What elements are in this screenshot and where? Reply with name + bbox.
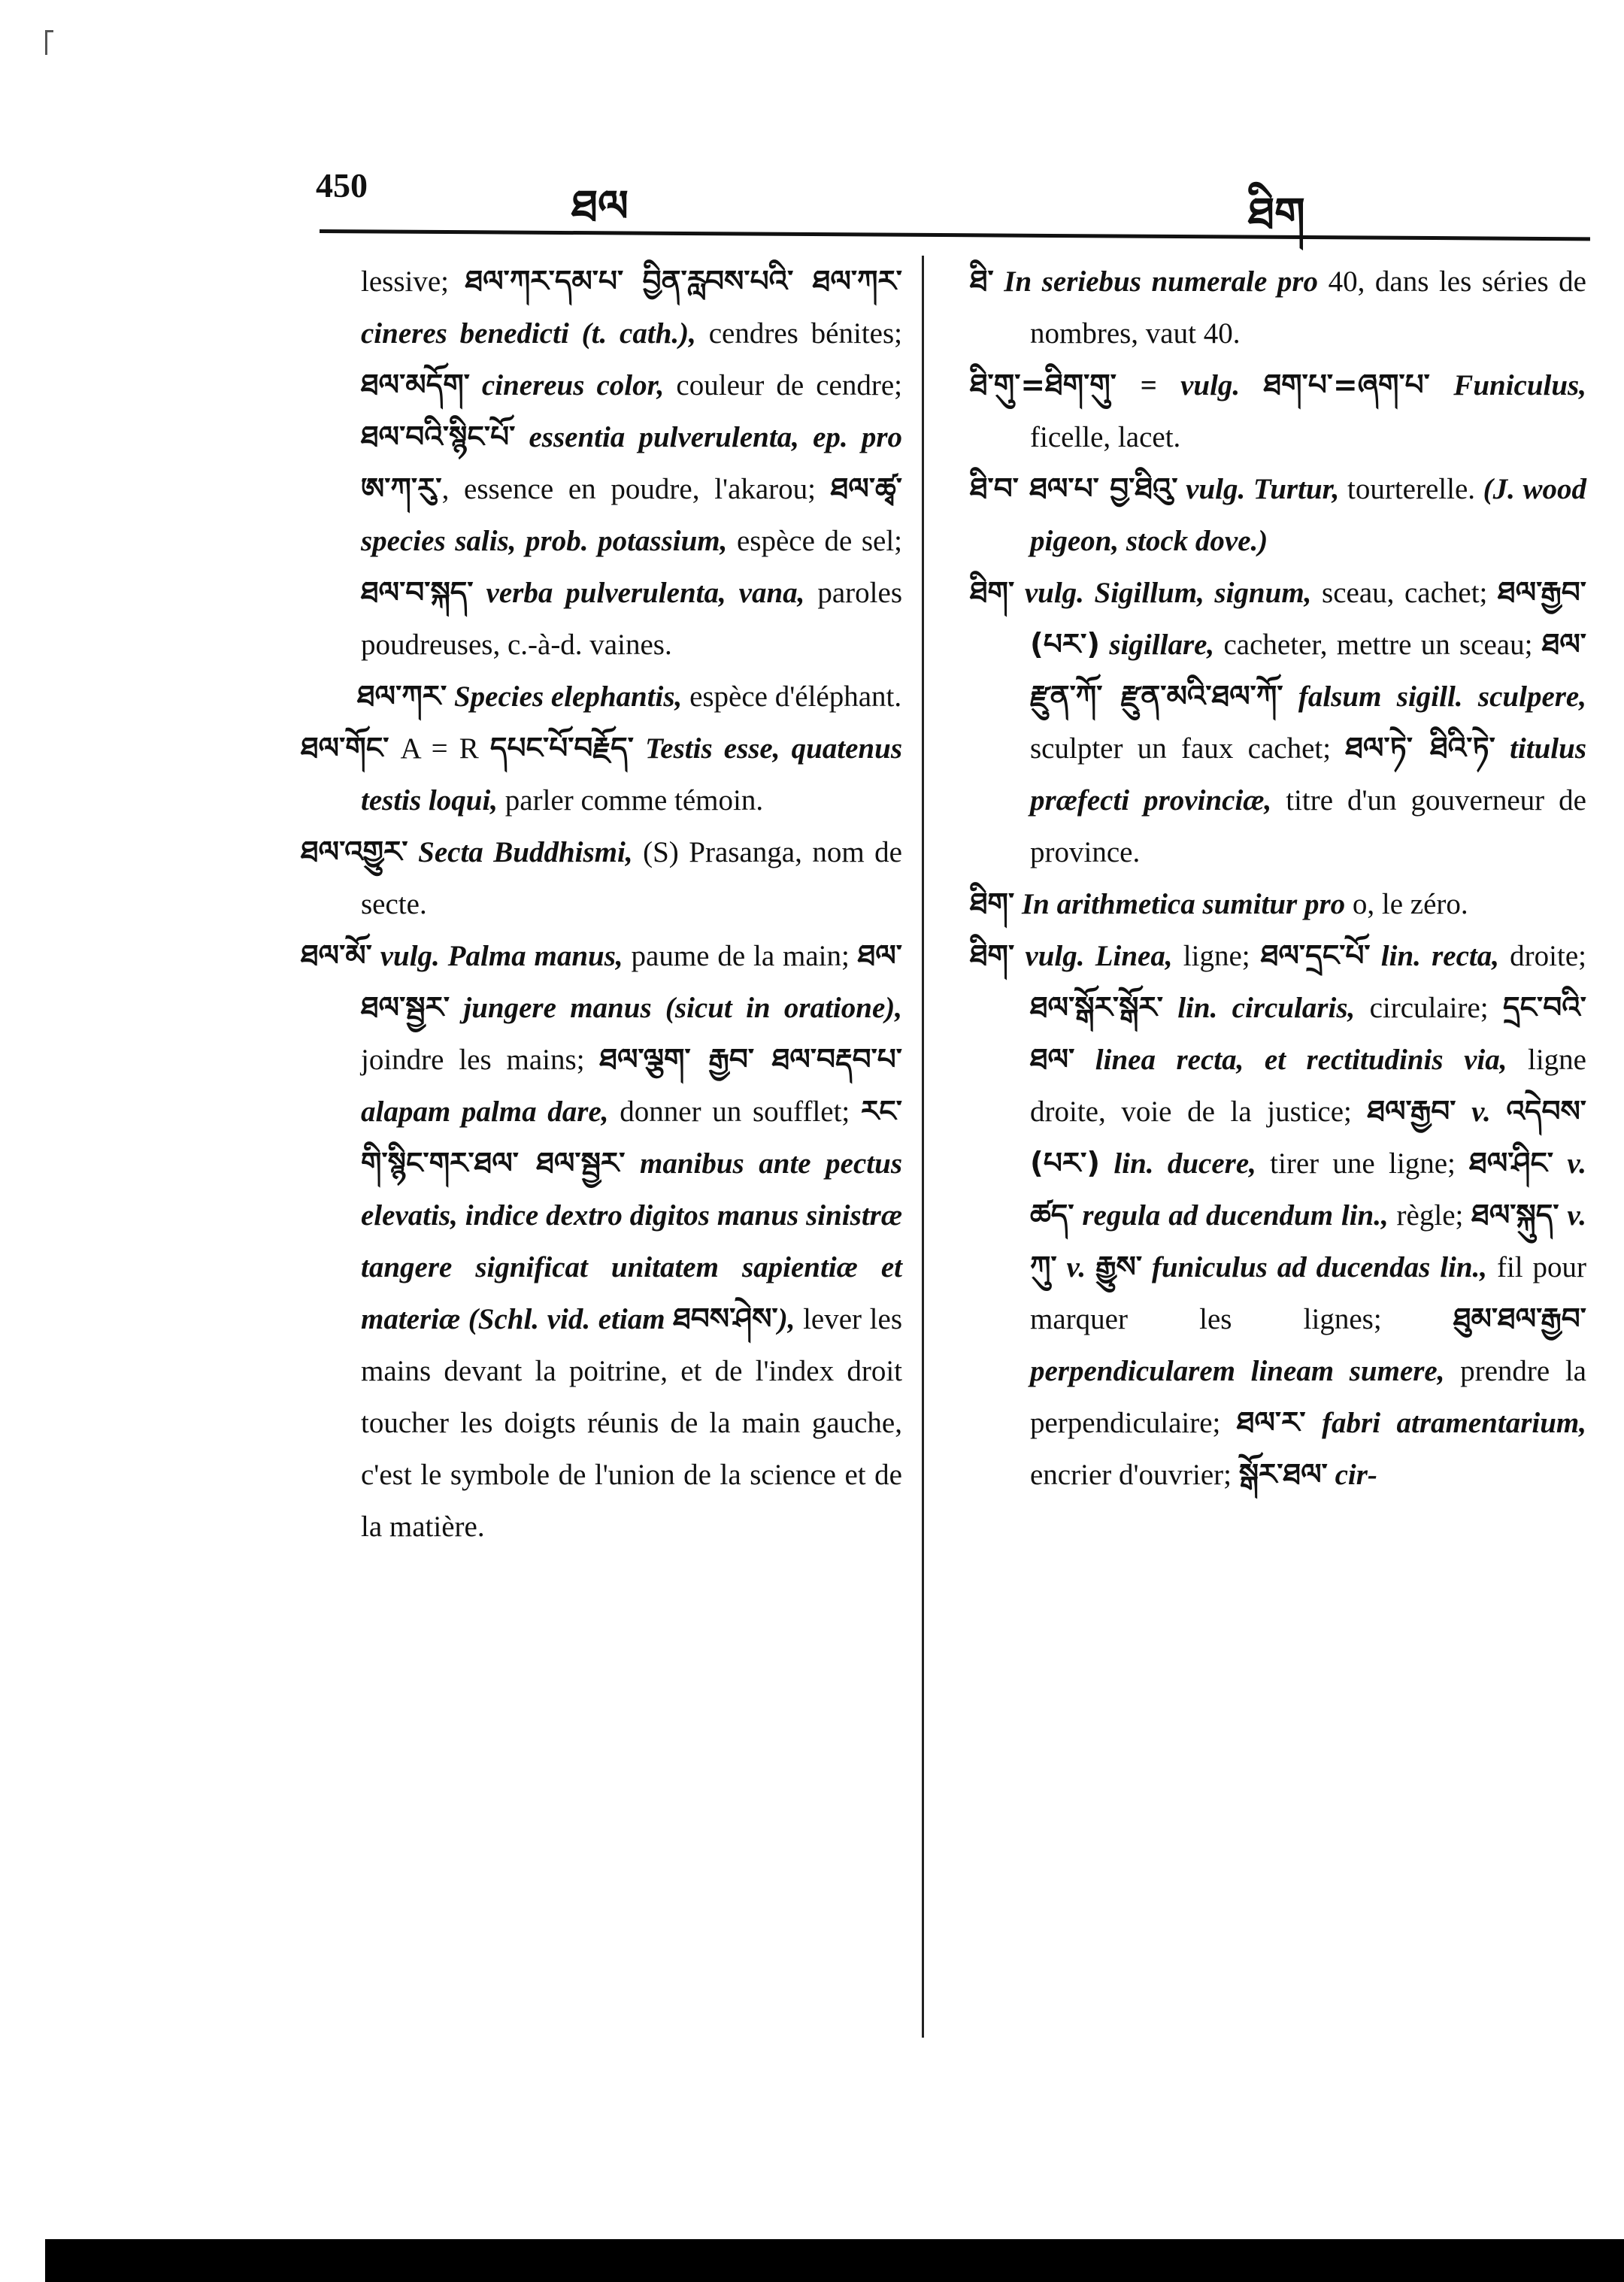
tibetan-term: ཐལ་སྐུད་: [1471, 1199, 1559, 1232]
french-gloss: titre d'un gouverneur de province.: [1030, 784, 1586, 868]
tibetan-term: ཐལ་ལྕག་ རྒྱབ་ ཐལ་བརྡབ་པ་: [599, 1043, 902, 1077]
latin-gloss: (J. wood pigeon, stock dove.): [1030, 473, 1586, 557]
dictionary-entry: [301, 930, 902, 1553]
latin-gloss: vulg. Turtur,: [1177, 473, 1340, 505]
latin-gloss: Species elephantis,: [447, 680, 683, 713]
latin-gloss: jungere manus (sicut in oratione),: [450, 992, 902, 1024]
french-gloss: parler comme témoin.: [498, 784, 764, 817]
tibetan-term: ཐག་པ་=ཞག་པ་: [1263, 368, 1430, 402]
latin-gloss: alapam palma dare,: [361, 1096, 609, 1128]
french-gloss: ligne;: [1172, 940, 1261, 972]
tibetan-term: ཀུ་: [1030, 1250, 1057, 1284]
tibetan-term: ཐལ་རྫུན་ཀོ་ རྫུན་མའི་ཐལ་ཀོ་: [1030, 628, 1586, 714]
tibetan-term: ཐལ་དྲང་པོ་: [1260, 939, 1371, 973]
french-gloss: couleur de cendre;: [664, 369, 902, 402]
latin-gloss: essentia pulverulenta, ep. pro: [515, 421, 902, 453]
latin-gloss: lin. circularis,: [1162, 992, 1356, 1024]
latin-gloss: sigillare,: [1100, 629, 1215, 661]
dictionary-entry: [970, 567, 1586, 878]
latin-gloss: fabri atramentarium,: [1305, 1407, 1586, 1439]
tibetan-term: དཔང་པོ་བརྗོད་: [489, 732, 634, 765]
latin-gloss: v.: [1056, 1251, 1096, 1283]
dictionary-entry: [970, 359, 1586, 463]
dictionary-entry: [301, 723, 902, 826]
tibetan-term: ཐལ་ར་: [1236, 1406, 1306, 1440]
french-gloss: joindre les mains;: [361, 1044, 600, 1076]
tibetan-term: ཐིག་: [970, 576, 1015, 610]
page-number: 450: [316, 166, 368, 205]
latin-gloss: cir-: [1327, 1459, 1377, 1491]
french-gloss: cendres bénites;: [695, 317, 902, 350]
dictionary-entry: [970, 930, 1586, 1501]
french-gloss: cacheter, mettre un sceau;: [1214, 629, 1542, 661]
latin-gloss: In seriebus numerale pro: [993, 265, 1319, 298]
latin-gloss: vulg. Sigillum, signum,: [1014, 577, 1312, 609]
latin-gloss: Secta Buddhismi,: [408, 836, 633, 868]
latin-gloss: cineres benedicti (t. cath.),: [361, 317, 696, 350]
french-gloss: tirer une ligne;: [1256, 1147, 1470, 1180]
latin-gloss: cinereus color,: [469, 369, 665, 402]
tibetan-term: རང་གི་སྙིང་གར་ཐལ་ ཐལ་སྦྱར་: [361, 1095, 902, 1180]
tibetan-term: ཐལ་བའི་སྙིང་པོ་: [361, 420, 516, 454]
latin-gloss: lin. ducere,: [1100, 1147, 1256, 1180]
latin-gloss: v.: [1456, 1096, 1507, 1128]
french-gloss: donner un soufflet;: [608, 1096, 861, 1128]
latin-gloss: lin. recta,: [1370, 940, 1499, 972]
scan-corner-mark: [45, 30, 53, 55]
latin-gloss: v.: [1553, 1147, 1586, 1180]
french-gloss: paroles poudreuses, c.-à-d. vaines.: [361, 577, 902, 661]
latin-gloss: Funiculus,: [1429, 369, 1586, 402]
running-head-left: ཐལ: [571, 180, 629, 232]
tibetan-term: ཐལ་འགྱུར་: [301, 835, 408, 869]
dictionary-entry: [970, 878, 1586, 930]
french-gloss: ficelle, lacet.: [1030, 421, 1181, 453]
tibetan-term: ཐལ་ཐལ་སྦྱར་: [361, 939, 902, 1025]
french-gloss: circulaire;: [1355, 992, 1503, 1024]
french-gloss: A = R: [389, 732, 490, 765]
latin-gloss: = vulg.: [1116, 369, 1264, 402]
french-gloss: o, le zéro.: [1345, 888, 1468, 920]
latin-gloss: Testis esse, quatenus testis loqui,: [361, 732, 902, 817]
dictionary-entry: [970, 256, 1586, 359]
dictionary-entry: [301, 826, 902, 930]
tibetan-term: ཐིག་: [970, 887, 1015, 921]
latin-gloss: v.: [1559, 1199, 1586, 1232]
tibetan-term: ཐལ་ཚྭ་: [830, 472, 902, 506]
latin-gloss: In arithmetica sumitur pro: [1014, 888, 1346, 920]
tibetan-term: ཐལ་ཀར་: [357, 680, 447, 714]
tibetan-term: སྒོར་ཐལ་: [1238, 1458, 1328, 1492]
tibetan-term: ཐུམ་ཐལ་རྒྱབ་: [1453, 1302, 1586, 1336]
french-gloss: règle;: [1388, 1199, 1472, 1232]
tibetan-term: ཐལ་མདོག་: [361, 368, 470, 402]
latin-gloss: ),: [777, 1303, 795, 1335]
tibetan-term: ཐལ་རྒྱབ་: [1367, 1095, 1456, 1129]
french-gloss: lever les mains devant la poitrine, et de l'index droit toucher les doigts réunis de la main gauche, c'est le symbole de l'union de la science et de la matière.: [361, 1303, 902, 1543]
tibetan-term: ཐི་བ་ ཐལ་པ་ བྱ་ཐིའུ་: [970, 472, 1178, 506]
left-column: [301, 256, 902, 1553]
dictionary-entry: [970, 463, 1586, 567]
tibetan-term: འདེབས་(པར་): [1030, 1095, 1586, 1180]
french-gloss: paume de la main;: [623, 940, 858, 972]
tibetan-term: ཐལ་གོང་: [301, 732, 389, 765]
tibetan-term: ཐབས་ཤེས་: [673, 1302, 778, 1336]
french-gloss: ligne droite, voie de la justice;: [1030, 1044, 1586, 1128]
french-gloss: droite;: [1498, 940, 1586, 972]
latin-gloss: species salis, prob. potassium,: [361, 525, 728, 557]
french-gloss: fil pour marquer les lignes;: [1030, 1251, 1586, 1335]
latin-gloss: manibus ante pectus elevatis, indice dextro digitos manus sinistræ tangere significat unitatem sapientiæ et materiæ (Schl. vid. etiam: [361, 1147, 902, 1335]
french-gloss: espèce d'éléphant.: [682, 680, 902, 713]
dictionary-entry: [301, 256, 902, 671]
latin-gloss: linea recta, et rectitudinis via,: [1074, 1044, 1507, 1076]
latin-gloss: perpendicularem lineam sumere,: [1030, 1355, 1445, 1387]
latin-gloss: titulus præfecti provinciæ,: [1030, 732, 1586, 817]
french-gloss: prendre la perpendiculaire;: [1030, 1355, 1586, 1439]
tibetan-term: ཐལ་བ་སྐད་: [361, 576, 474, 610]
french-gloss: espèce de sel;: [727, 525, 903, 557]
tibetan-term: ཐལ་རྒྱབ་(པར་): [1030, 576, 1586, 662]
french-gloss: (S) Prasanga, nom de secte.: [361, 836, 902, 920]
tibetan-term: ཐི་གུ་=ཐིག་གུ་: [970, 368, 1116, 402]
french-gloss: tourterelle.: [1339, 473, 1483, 505]
french-gloss: 40, dans les séries de nombres, vaut 40.: [1030, 265, 1586, 350]
latin-gloss: vulg. Palma manus,: [371, 940, 623, 972]
page-header: [316, 150, 1594, 239]
french-gloss: lessive;: [361, 265, 465, 298]
french-gloss: encrier d'ouvrier;: [1030, 1459, 1239, 1491]
latin-gloss: regula ad ducendum lin.,: [1074, 1199, 1389, 1232]
column-divider: [922, 256, 924, 2038]
french-gloss: , essence en poudre, l'akarou;: [441, 473, 831, 505]
latin-gloss: verba pulverulenta, vana,: [473, 577, 805, 609]
tibetan-term: ཐལ་མོ་: [301, 939, 372, 973]
dictionary-entry: [301, 671, 902, 723]
french-gloss: sculpter un faux cachet;: [1030, 732, 1346, 765]
latin-gloss: falsum sigill. sculpere,: [1283, 680, 1586, 713]
tibetan-term: ཐལ་ཏེ་ ཐིའི་ཏེ་: [1345, 732, 1495, 765]
scan-bottom-bar: [45, 2239, 1624, 2282]
tibetan-term: ཐིག་: [970, 939, 1015, 973]
latin-gloss: funiculus ad ducendas lin.,: [1142, 1251, 1488, 1283]
tibetan-term: དྲང་བའི་ཐལ་: [1030, 991, 1586, 1077]
right-column: [970, 256, 1586, 1501]
tibetan-term: ཐལ་ཀར་དམ་པ་ བྱིན་རླབས་པའི་ ཐལ་ཀར་: [465, 265, 902, 299]
tibetan-term: རྒྱུས་: [1095, 1250, 1143, 1284]
tibetan-term: ཚད་: [1030, 1199, 1074, 1232]
tibetan-term: ཐལ་ཤིང་: [1469, 1147, 1554, 1180]
tibetan-term: ཨ་ཀ་རུ་: [361, 472, 442, 506]
tibetan-term: ཐི་: [970, 265, 994, 299]
tibetan-term: ཐལ་སྒོར་སྒོར་: [1030, 991, 1163, 1025]
french-gloss: sceau, cachet;: [1311, 577, 1498, 609]
latin-gloss: vulg. Linea,: [1014, 940, 1173, 972]
running-head-right: ཐིག: [1248, 188, 1305, 239]
